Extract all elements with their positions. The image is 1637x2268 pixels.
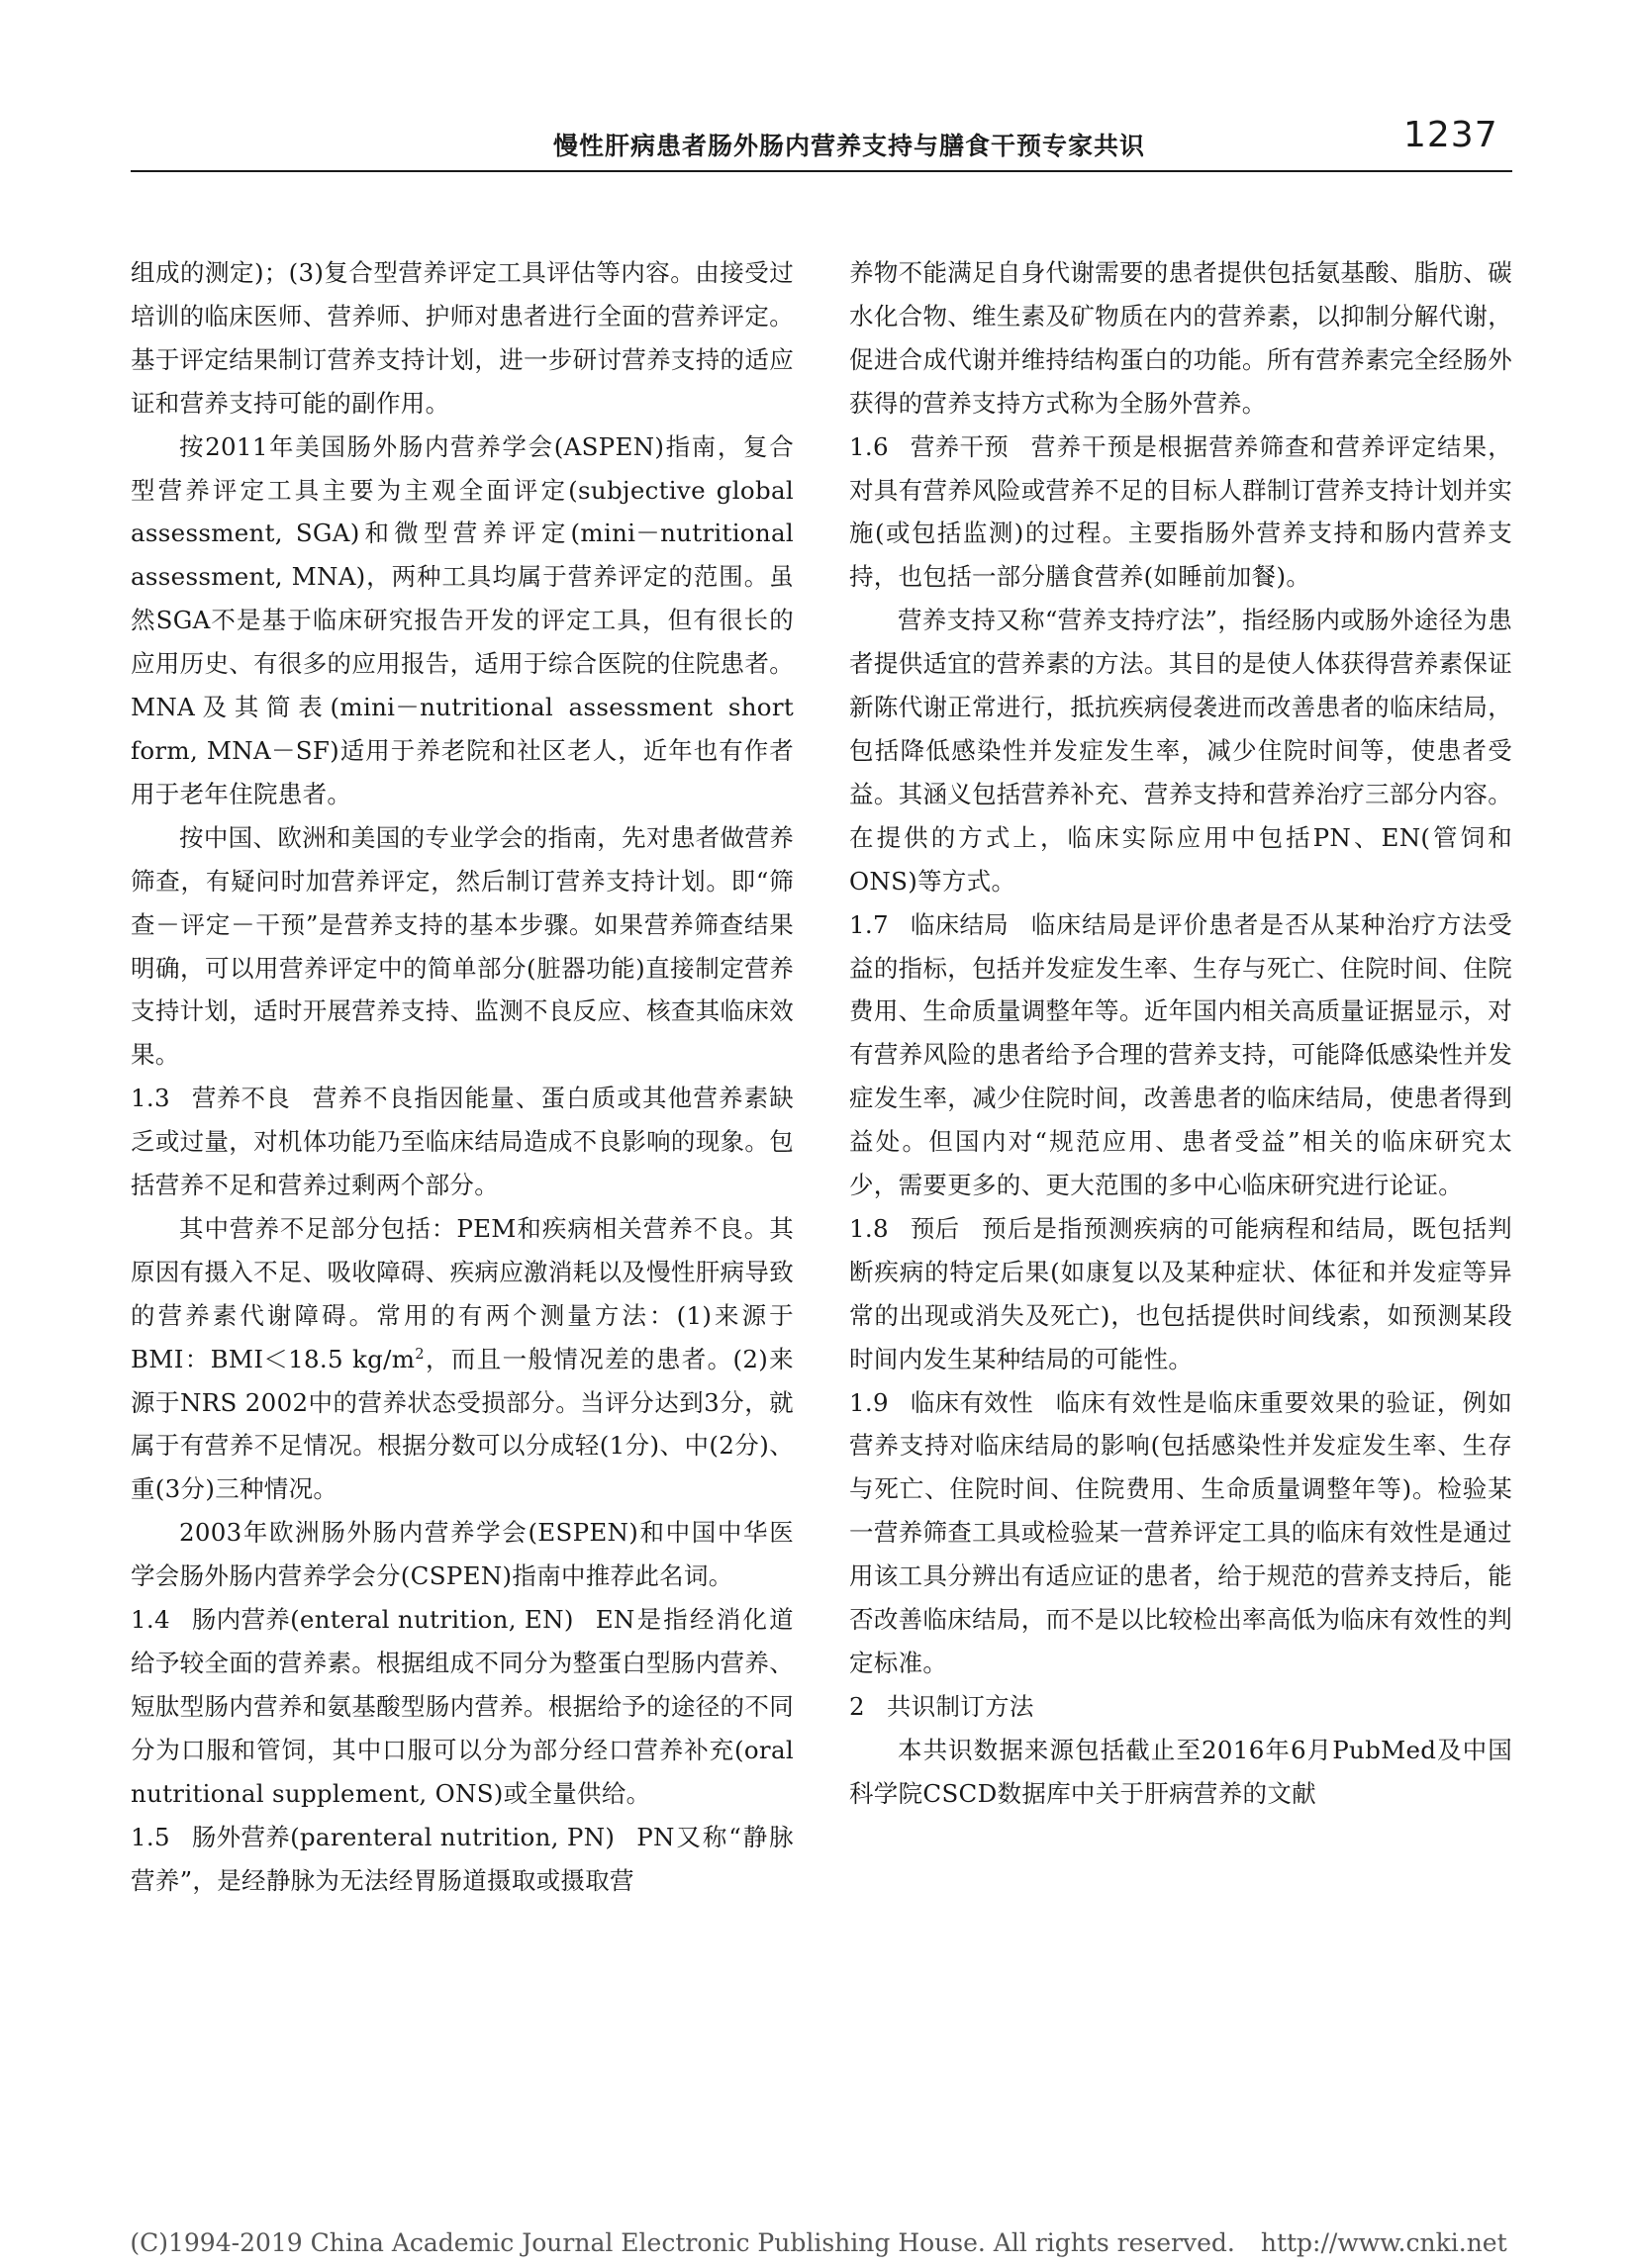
section-title: 共识制订方法 [886, 1691, 1034, 1721]
section-1-6 [849, 425, 1512, 600]
section-1-3 [131, 1077, 794, 1207]
right-column [849, 251, 1512, 1816]
section-text: PN又称“静脉营养”，是经静脉为无法经胃肠道摄取或摄取营 [131, 1822, 794, 1895]
section-number: 1.9 [849, 1387, 889, 1417]
superscript: 2 [415, 1345, 425, 1363]
section-title: 营养干预 [910, 431, 1010, 461]
section-2-heading [849, 1685, 1512, 1729]
section-title: 肠内营养(enteral nutrition, EN) [191, 1605, 574, 1635]
section-number: 1.3 [131, 1084, 170, 1113]
section-text: 临床结局是评价患者是否从某种治疗方法受益的指标，包括并发症发生率、生存与死亡、住院时间、住院费用、生命质量调整年等。近年国内相关高质量证据显示，对有营养风险的患者给予合理的营养支持，可能降低感染性并发症发生率，减少住院时间，改善患者的临床结局，使患者得到益处。但国内对“规范应用、患者受益”相关的临床研究太少，需要更多的、更大范围的多中心临床研究进行论证。 [849, 909, 1512, 1200]
paragraph-text: 其中营养不足部分包括：PEM和疾病相关营养不良。其原因有摄入不足、吸收障碍、疾病应激消耗以及慢性肝病导致的营养素代谢障碍。常用的有两个测量方法：(1)来源于BMI：BMI＜18.5 kg/m [131, 1213, 794, 1373]
left-column [131, 251, 794, 1902]
section-1-8 [849, 1207, 1512, 1381]
section-number: 1.4 [131, 1605, 170, 1635]
section-text: 营养干预是根据营养筛查和营养评定结果，对具有营养风险或营养不足的目标人群制订营养支持计划并实施(或包括监测)的过程。主要指肠外营养支持和肠内营养支持，也包括一部分膳食营养(如睡前加餐)。 [849, 431, 1512, 592]
paragraph: 养物不能满足自身代谢需要的患者提供包括氨基酸、脂肪、碳水化合物、维生素及矿物质在内的营养素，以抑制分解代谢，促进合成代谢并维持结构蛋白的功能。所有营养素完全经肠外获得的营养支持方式称为全肠外营养。 [849, 258, 1512, 418]
copyright-footer [0, 2228, 1637, 2257]
section-1-9 [849, 1381, 1512, 1685]
footer-url: http://www.cnki.net [1260, 2228, 1507, 2257]
section-number: 1.8 [849, 1213, 889, 1243]
paragraph: 按2011年美国肠外肠内营养学会(ASPEN)指南，复合型营养评定工具主要为主观全面评定(subjective global assessment, SGA)和微型营养评定(mini－nutritional assessment, MNA)，两种工具均属于营养评定的范围。虽然SGA不是基于临床研究报告开发的评定工具，但有很长的应用历史、有很多的应用报告，适用于综合医院的住院患者。MNA及其简表(mini－nutritional assessment short form, MNA－SF)适用于养老院和社区老人，近年也有作者用于老年住院患者。 [131, 431, 794, 808]
section-number: 1.7 [849, 909, 889, 939]
paragraph: 2003年欧洲肠外肠内营养学会(ESPEN)和中国中华医学会肠外肠内营养学会分(CSPEN)指南中推荐此名词。 [131, 1518, 794, 1591]
section-title: 预后 [910, 1213, 960, 1243]
section-text: 营养不良指因能量、蛋白质或其他营养素缺乏或过量，对机体功能乃至临床结局造成不良影响的现象。包括营养不足和营养过剩两个部分。 [131, 1084, 794, 1200]
page-number: 1237 [1403, 115, 1498, 155]
paragraph-text: ，而且一般情况差的患者。(2)来源于NRS 2002中的营养状态受损部分。当评分达到3分，就属于有营养不足情况。根据分数可以分成轻(1分)、中(2分)、重(3分)三种情况。 [131, 1344, 794, 1504]
section-number: 2 [849, 1691, 865, 1721]
header-rule [131, 170, 1512, 172]
paragraph: 本共识数据来源包括截止至2016年6月PubMed及中国科学院CSCD数据库中关于肝病营养的文献 [849, 1735, 1512, 1808]
section-text: 预后是指预测疾病的可能病程和结局，既包括判断疾病的特定后果(如康复以及某种症状、体征和并发症等异常的出现或消失及死亡)，也包括提供时间线索，如预测某段时间内发生某种结局的可能性。 [849, 1213, 1512, 1373]
section-number: 1.6 [849, 431, 889, 461]
paragraph: 组成的测定)；(3)复合型营养评定工具评估等内容。由接受过培训的临床医师、营养师、护师对患者进行全面的营养评定。基于评定结果制订营养支持计划，进一步研讨营养支持的适应证和营养支持可能的副作用。 [131, 258, 794, 418]
section-title: 临床有效性 [910, 1387, 1033, 1417]
paragraph: 按中国、欧洲和美国的专业学会的指南，先对患者做营养筛查，有疑问时加营养评定，然后制订营养支持计划。即“筛查－评定－干预”是营养支持的基本步骤。如果营养筛查结果明确，可以用营养评定中的简单部分(脏器功能)直接制定营养支持计划，适时开展营养支持、监测不良反应、核查其临床效果。 [131, 822, 794, 1070]
paragraph [131, 1207, 794, 1511]
section-1-7 [849, 903, 1512, 1207]
section-1-5 [131, 1816, 794, 1903]
paragraph: 营养支持又称“营养支持疗法”，指经肠内或肠外途径为患者提供适宜的营养素的方法。其目的是使人体获得营养素保证新陈代谢正常进行，抵抗疾病侵袭进而改善患者的临床结局，包括降低感染性并发症发生率，减少住院时间等，使患者受益。其涵义包括营养补充、营养支持和营养治疗三部分内容。在提供的方式上，临床实际应用中包括PN、EN(管饲和ONS)等方式。 [849, 606, 1512, 896]
running-title: 慢性肝病患者肠外肠内营养支持与膳食干预专家共识 [552, 132, 1145, 160]
section-1-4 [131, 1598, 794, 1816]
section-title: 营养不良 [191, 1084, 291, 1113]
section-title: 肠外营养(parenteral nutrition, PN) [191, 1822, 616, 1851]
section-text: 临床有效性是临床重要效果的验证，例如营养支持对临床结局的影响(包括感染性并发症发生率、生存与死亡、住院时间、住院费用、生命质量调整年等)。检验某一营养筛查工具或检验某一营养评定工具的临床有效性是通过用该工具分辨出有适应证的患者，给于规范的营养支持后，能否改善临床结局，而不是以比较检出率高低为临床有效性的判定标准。 [849, 1387, 1512, 1677]
section-number: 1.5 [131, 1822, 170, 1851]
copyright-text: (C)1994-2019 China Academic Journal Electronic Publishing House. All rights reserved. [130, 2228, 1235, 2257]
section-text: EN是指经消化道给予较全面的营养素。根据组成不同分为整蛋白型肠内营养、短肽型肠内营养和氨基酸型肠内营养。根据给予的途径的不同分为口服和管饲，其中口服可以分为部分经口营养补充(oral nutritional supplement, ONS)或全量供给。 [131, 1605, 794, 1808]
section-title: 临床结局 [910, 909, 1010, 939]
